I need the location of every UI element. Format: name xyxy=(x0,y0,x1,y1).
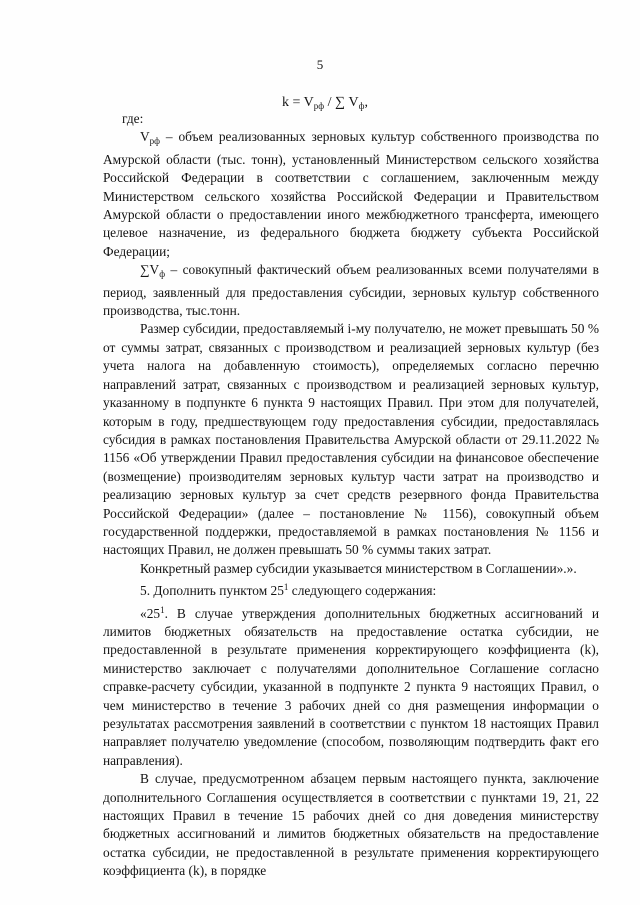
paragraph-subsidy-size: Размер субсидии, предоставляемый i-му получателю, не может превышать 50 % от суммы затрат, связанных с производством и реализацией зерновых культур (без учета налога на добавленную стоимость), определяемых согласно перечню направлений затрат, связанных с производством и реализацией зерновых культур, указанному в подпункте 6 пункта 9 настоящих Правил. При этом для получателей, которым в году, предшествующем году предоставления субсидии, предоставлялась субсидия в рамках постановления Правительства Амурской области от 29.11.2022 № 1156 «Об утверждении Правил предоставления субсидии на финансовое обеспечение (возмещение) производителям зерновых культур части затрат на производство и реализацию зерновых культур за счет средств резервного фонда Правительства Российской Федерации» (далее – постановление № 1156), совокупный объем государственной поддержки, предоставляемой в рамках постановления № 1156 и настоящих Правил, не должен превышать 50 % суммы таких затрат. xyxy=(103,321,599,558)
page-number: 5 xyxy=(316,57,324,72)
paragraph-25-1-case: В случае, предусмотренном абзацем первым настоящего пункта, заключение дополнительного Соглашения осуществляется в соответствии с пунктами 19, 21, 22 настоящих Правил в течение 15 рабочих дней со дня доведения министерству бюджетных ассигнований и лимитов бюджетных обязательств на предоставление остатка субсидии, не предоставленной в результате применения корректирующего коэффициента (k), в порядке xyxy=(103,771,599,879)
formula: $k = V_{рф}$ / ∑ $V_ф$, xyxy=(282,95,368,111)
paragraph-item-5: 5. Дополнить пунктом $25^1$ следующего содержания: xyxy=(140,582,437,599)
paragraph-specific-size: Конкретный размер субсидии указывается министерством в Соглашении».». xyxy=(140,560,577,576)
paragraph-25-1: «$25^1$. В случае утверждения дополнительных бюджетных ассигнований и лимитов бюджетных обязательств на предоставление остатка субсидии, не предоставленной в результате применения корректирующего коэффициента (k), министерство заключает с получателями дополнительное Соглашение согласно справке-расчету субсидии, указанной в подпункте 2 пункта 9 настоящих Правил, о чем министерство в течение 3 рабочих дней со дня размещения информации о результатах рассмотрения заявлений в соответствии с пунктом 18 настоящих Правил направляет получателю уведомление (способом, позволяющим подтвердить факт его направления). xyxy=(103,604,599,768)
paragraph-v-rf: $V_{рф}$ – объем реализованных зерновых культур собственного производства по Амурской области (тыс. тонн), установленный Министерством сельского хозяйства Российской Федерации в соответствии с соглашением, заключенным между Министерством сельского хозяйства Российской Федерации и Правительством Амурской области о предоставлении иного межбюджетного трансферта, имеющего целевое назначение, из федерального бюджета бюджету субъекта Российской Федерации; xyxy=(103,129,599,259)
document-body xyxy=(103,110,599,881)
paragraph-sum-vf: $\sum V_ф$ – совокупный фактический объем реализованных всеми получателями в период, заявленный для предоставления субсидии, зерновых культур собственного производства, тыс.тонн. xyxy=(103,262,599,319)
paragraph-where: где: xyxy=(122,111,144,126)
